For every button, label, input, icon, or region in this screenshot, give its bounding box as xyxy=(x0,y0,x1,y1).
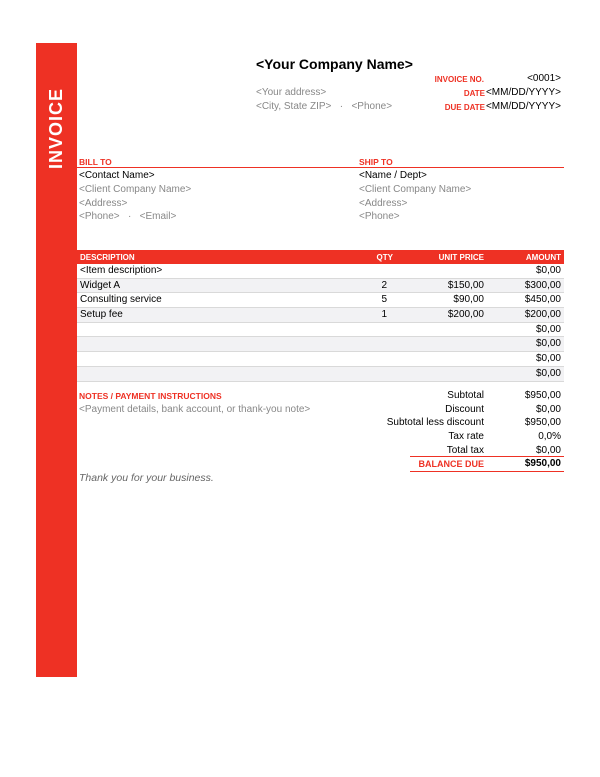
invoice-title: INVOICE xyxy=(46,87,67,169)
tax-rate-value: 0,0% xyxy=(538,431,561,442)
bill-to-email: <Email> xyxy=(139,211,177,222)
notes-text: <Payment details, bank account, or thank-you note> xyxy=(79,404,311,415)
due-date-value: <MM/DD/YYYY> xyxy=(485,101,561,112)
date-label: DATE xyxy=(463,89,485,98)
ship-to-name: <Name / Dept> xyxy=(359,170,427,181)
header-amount: AMOUNT xyxy=(525,253,561,262)
header-description: DESCRIPTION xyxy=(80,253,135,262)
row-amount: $300,00 xyxy=(524,279,561,291)
row-description: Consulting service xyxy=(80,294,162,306)
bill-to-company: <Client Company Name> xyxy=(79,184,192,195)
header-unit-price: UNIT PRICE xyxy=(438,253,484,262)
company-address: <Your address> xyxy=(256,87,327,98)
ship-to-phone: <Phone> xyxy=(359,211,400,222)
balance-due-label: BALANCE DUE xyxy=(418,459,484,469)
bill-to-address: <Address> xyxy=(79,198,128,209)
row-unit-price: $90,00 xyxy=(453,294,484,306)
address-divider xyxy=(77,167,564,168)
row-qty: 1 xyxy=(381,309,387,321)
table-header xyxy=(77,250,564,264)
table-row xyxy=(77,308,564,323)
row-unit-price: $200,00 xyxy=(447,309,484,321)
company-city-state-zip: <City, State ZIP> xyxy=(256,101,332,112)
row-amount: $0,00 xyxy=(535,367,561,379)
date-value: <MM/DD/YYYY> xyxy=(485,87,561,98)
discount-label: Discount xyxy=(445,404,484,415)
subtotal-label: Subtotal xyxy=(447,390,484,401)
bill-to-phone-email xyxy=(79,211,176,222)
invoice-no-value: <0001> xyxy=(527,73,561,84)
ship-to-company: <Client Company Name> xyxy=(359,184,472,195)
bill-to-contact: <Contact Name> xyxy=(79,170,155,181)
table-row xyxy=(77,279,564,294)
row-amount: $450,00 xyxy=(524,294,561,306)
items-table xyxy=(77,250,564,382)
balance-bottom-rule xyxy=(410,471,564,472)
separator-dot: · xyxy=(339,101,344,112)
header-qty: QTY xyxy=(376,253,393,262)
due-date-label: DUE DATE xyxy=(444,103,485,112)
tax-rate-label: Tax rate xyxy=(448,431,484,442)
table-row xyxy=(77,293,564,308)
subtotal-value: $950,00 xyxy=(524,390,561,401)
invoice-sidebar-title xyxy=(36,88,77,168)
row-amount: $0,00 xyxy=(535,323,561,335)
total-tax-value: $0,00 xyxy=(535,445,561,456)
row-amount: $200,00 xyxy=(524,309,561,321)
thank-you-note: Thank you for your business. xyxy=(79,472,214,484)
row-amount: $0,00 xyxy=(535,265,561,276)
bill-to-label: BILL TO xyxy=(79,157,112,167)
row-description: Widget A xyxy=(80,279,121,291)
row-description: Setup fee xyxy=(80,309,123,321)
company-name: <Your Company Name> xyxy=(256,56,413,72)
row-amount: $0,00 xyxy=(535,338,561,350)
notes-label: NOTES / PAYMENT INSTRUCTIONS xyxy=(79,391,222,401)
row-amount: $0,00 xyxy=(535,353,561,365)
subtotal-less-discount-value: $950,00 xyxy=(524,417,561,428)
row-qty: 5 xyxy=(381,294,387,306)
table-row xyxy=(77,337,564,352)
ship-to-label: SHIP TO xyxy=(359,157,393,167)
table-row xyxy=(77,367,564,382)
balance-due-value: $950,00 xyxy=(524,458,561,469)
row-description: <Item description> xyxy=(80,265,163,276)
company-city-phone xyxy=(256,101,392,112)
table-row xyxy=(77,264,564,279)
bill-to-phone: <Phone> xyxy=(79,211,120,222)
total-tax-label: Total tax xyxy=(446,445,484,456)
subtotal-less-discount-label: Subtotal less discount xyxy=(386,417,484,428)
separator-dot: · xyxy=(127,211,132,222)
company-phone: <Phone> xyxy=(351,101,393,112)
row-qty: 2 xyxy=(381,279,387,291)
balance-top-rule xyxy=(410,456,564,457)
table-row xyxy=(77,323,564,338)
discount-value: $0,00 xyxy=(535,404,561,415)
row-unit-price: $150,00 xyxy=(447,279,484,291)
ship-to-address: <Address> xyxy=(359,198,408,209)
table-row xyxy=(77,352,564,367)
invoice-no-label: INVOICE NO. xyxy=(434,75,484,84)
